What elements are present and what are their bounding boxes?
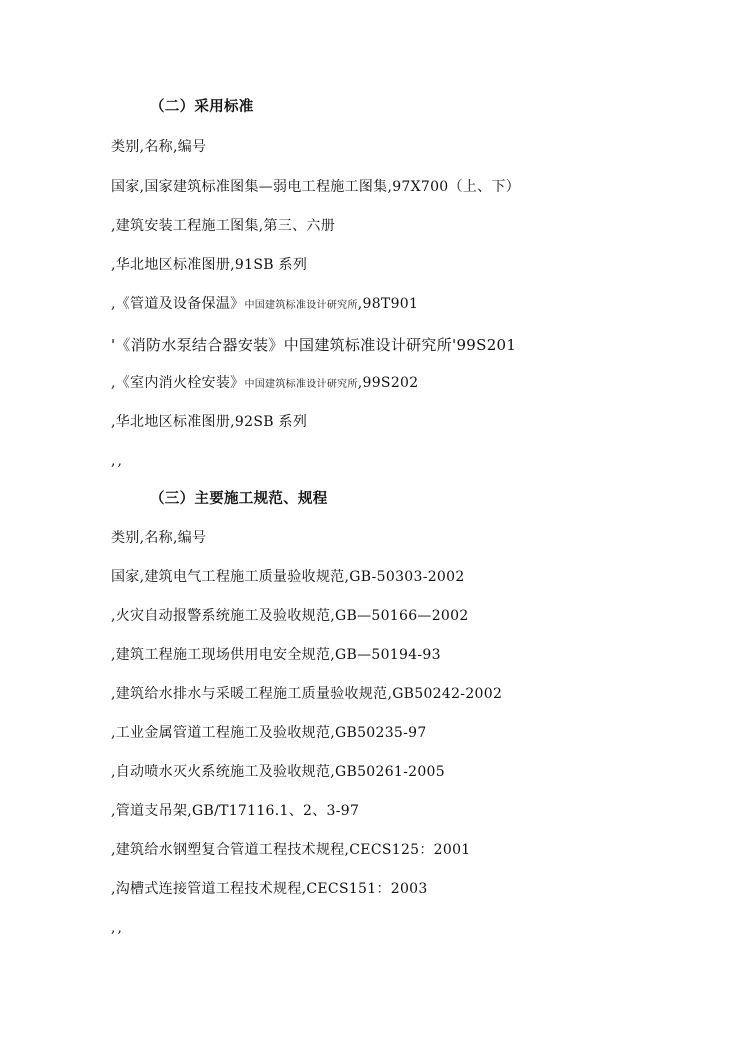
standard-row-3: ,华北地区标准图册,91SB 系列 (111, 257, 308, 273)
standard-row-hydrant (111, 374, 418, 394)
standard-row-insulation-title: ,《管道及设备保温》 (111, 296, 245, 312)
spec-row-7: ,管道支吊架,GB/T17116.1、2、3-97 (111, 803, 360, 819)
standard-row-hydrant-title: ,《室内消火栓安装》 (111, 375, 245, 391)
standard-row-hydrant-institute: 中国建筑标准设计研究所 (244, 379, 358, 390)
standard-row-pump: '《消防水泵结合器安装》中国建筑标准设计研究所'99S201 (111, 336, 517, 354)
standard-row-insulation-code: ,98T901 (357, 296, 419, 312)
section-3-header-row: 类别,名称,编号 (111, 530, 207, 546)
standard-row-hydrant-code: ,99S202 (357, 375, 419, 391)
standard-row-2: ,建筑安装工程施工图集,第三、六册 (111, 218, 335, 234)
standard-row-last: ,华北地区标准图册,92SB 系列 (111, 414, 308, 430)
section-2-trailer: ,, (111, 453, 124, 469)
spec-row-9: ,沟槽式连接管道工程技术规程,CECS151：2003 (111, 881, 428, 897)
standard-row-1: 国家,国家建筑标准图集—弱电工程施工图集,97X700（上、下） (111, 179, 521, 195)
spec-row-1: 国家,建筑电气工程施工质量验收规范,GB-50303-2002 (111, 569, 465, 585)
spec-row-6: ,自动喷水灭火系统施工及验收规范,GB50261-2005 (111, 764, 445, 780)
standard-row-insulation-institute: 中国建筑标准设计研究所 (244, 300, 358, 311)
section-2-heading: （二）采用标准 (150, 98, 254, 115)
standard-row-insulation (111, 295, 418, 315)
spec-row-4: ,建筑给水排水与采暖工程施工质量验收规范,GB50242-2002 (111, 686, 503, 702)
section-3-trailer: ,, (111, 920, 124, 936)
spec-row-3: ,建筑工程施工现场供用电安全规范,GB—50194-93 (111, 647, 441, 663)
spec-row-5: ,工业金属管道工程施工及验收规范,GB50235-97 (111, 725, 427, 741)
section-3-heading: （三）主要施工规范、规程 (150, 490, 328, 507)
section-2-header-row: 类别,名称,编号 (111, 139, 207, 155)
spec-row-8: ,建筑给水钢塑复合管道工程技术规程,CECS125：2001 (111, 842, 471, 858)
spec-row-2: ,火灾自动报警系统施工及验收规范,GB—50166—2002 (111, 608, 469, 624)
